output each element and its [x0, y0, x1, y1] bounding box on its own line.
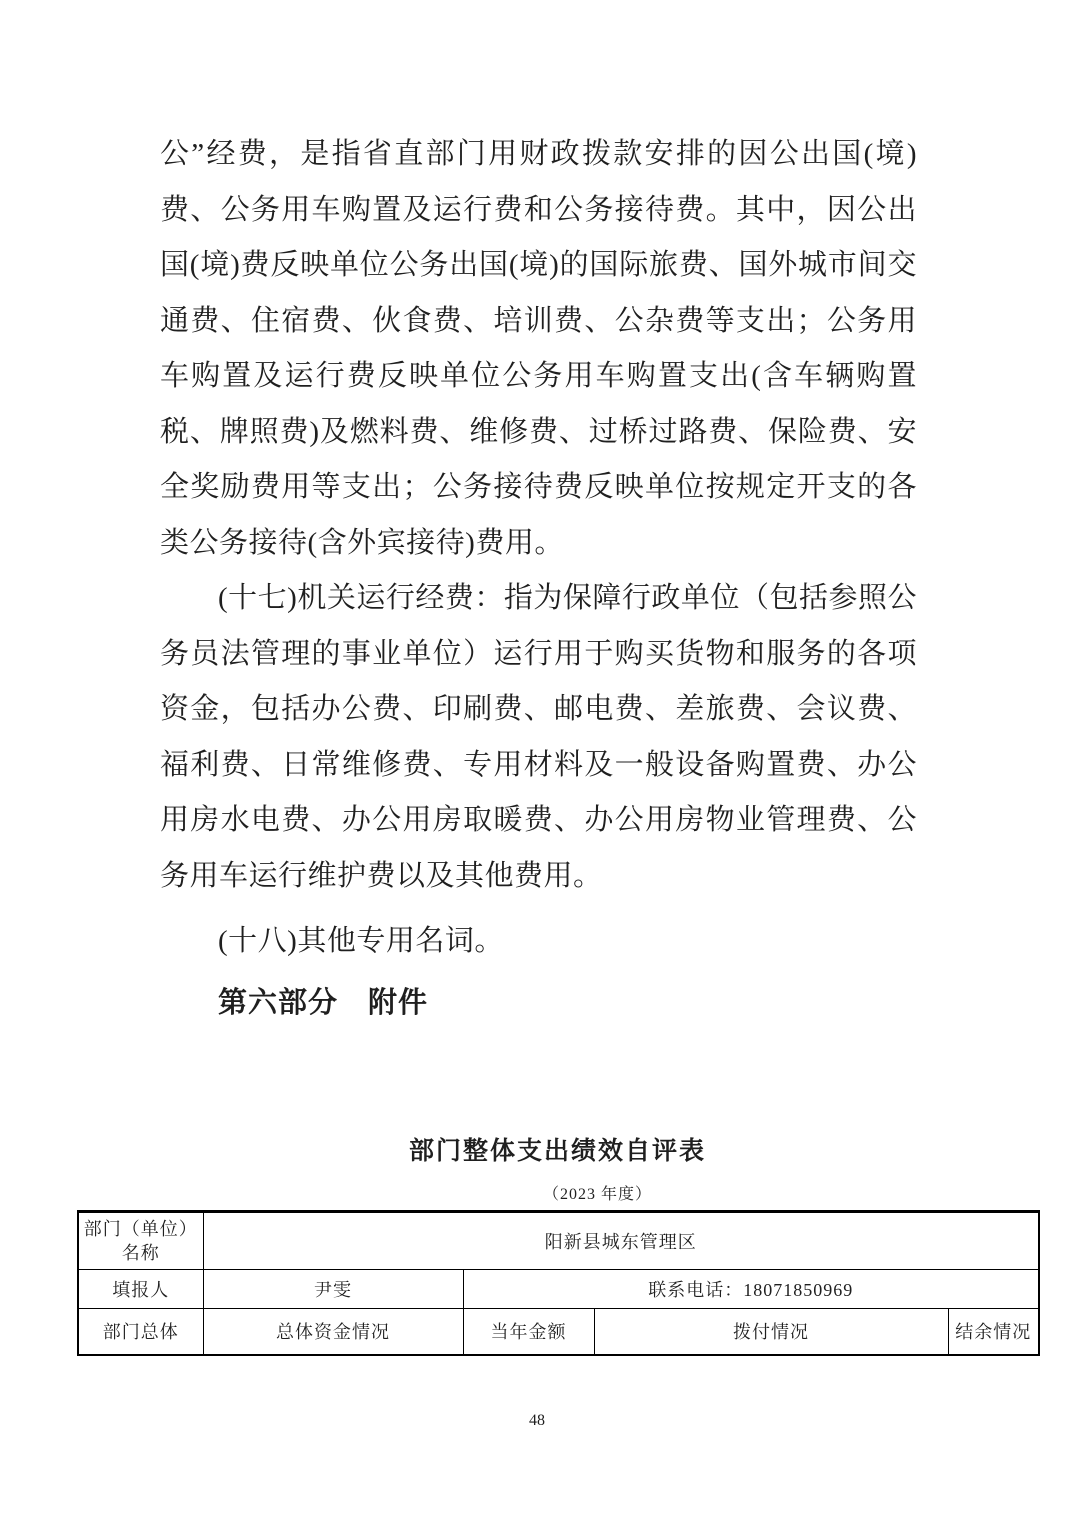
section-heading: 第六部分 附件 — [218, 986, 429, 1019]
overview-allocation-cell: 拨付情况 — [594, 1309, 948, 1355]
overview-amount-cell: 当年金额 — [463, 1309, 594, 1355]
self-evaluation-table — [77, 1210, 1040, 1356]
attachment-table-title: 部门整体支出绩效自评表 — [408, 1138, 706, 1165]
page-number: 48 — [529, 1412, 545, 1429]
table-row-filler — [78, 1270, 1039, 1309]
table-row-overview-headers — [78, 1309, 1039, 1355]
overview-balance-cell: 结余情况 — [948, 1309, 1039, 1355]
attachment-table-subtitle: （2023 年度） — [542, 1186, 652, 1203]
body-paragraph-1: 公”经费，是指省直部门用财政拨款安排的因公出国(境)费、公务用车购置及运行费和公务接待费。其中，因公出国(境)费反映单位公务出国(境)的国际旅费、国外城市间交通费、住宿费、伙食费、培训费、公杂费等支出；公务用车购置及运行费反映单位公务用车购置支出(含车辆购置税、牌照费)及燃料费、维修费、过桥过路费、保险费、安全奖励费用等支出；公务接待费反映单位按规定开支的各类公务接待(含外宾接待)费用。 — [160, 138, 917, 559]
overview-dept-total-cell: 部门总体 — [78, 1309, 203, 1355]
filler-label-cell: 填报人 — [78, 1270, 203, 1309]
body-text-block — [160, 127, 917, 1031]
contact-phone-cell: 联系电话：18071850969 — [463, 1270, 1039, 1309]
dept-name-label-cell — [78, 1212, 203, 1270]
dept-name-label-line1: 部门（单位） — [83, 1219, 198, 1239]
dept-name-label-line2: 名称 — [121, 1243, 160, 1263]
overview-funds-cell: 总体资金情况 — [203, 1309, 463, 1355]
dept-name-value-cell: 阳新县城东管理区 — [203, 1212, 1039, 1270]
table-row-dept-name — [78, 1212, 1039, 1270]
filler-value-cell: 尹雯 — [203, 1270, 463, 1309]
body-paragraph-2: (十七)机关运行经费：指为保障行政单位（包括参照公务员法管理的事业单位）运行用于购买货物和服务的各项资金，包括办公费、印刷费、邮电费、差旅费、会议费、福利费、日常维修费、专用材料及一般设备购置费、办公用房水电费、办公用房取暖费、办公用房物业管理费、公务用车运行维护费以及其他费用。 — [160, 582, 917, 892]
body-paragraph-3: (十八)其他专用名词。 — [218, 925, 504, 957]
